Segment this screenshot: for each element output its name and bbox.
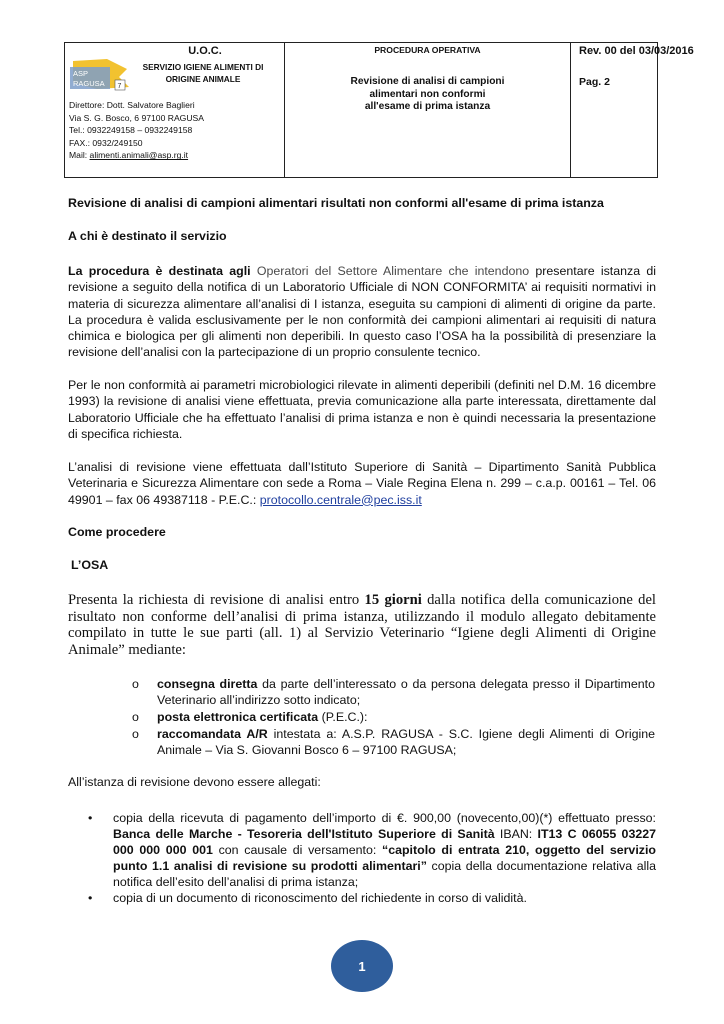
bullet-icon: •	[88, 811, 93, 825]
p1-rest: presentare istanza di revisione a seguito della notifica di un Laboratorio Ufficiale di NON CONFORMITA’ ai requisiti normativi in materia di sicurezza alimentare all’analisi di I istanza, eseguita su campioni di alimenti di origine da parte. La procedura è valida esclusivamente per le non conformità dei campioni alimentari ai requisiti di natura chimica e biologica per gli alimenti non deperibili. In questo caso l’OSA ha la possibilità di presenziare la revisione dell’analisi con la partecipazione di un proprio consulente tecnico.	[68, 264, 656, 360]
notification-copy-text: copia della documentazione relativa alla notifica dell’esito dell’analisi di prima istanza;	[113, 859, 656, 889]
causale-label: con causale di versamento:	[212, 843, 383, 857]
procedure-label: PROCEDURA OPERATIVA	[374, 45, 481, 55]
p4-a: Presenta la richiesta di revisione di analisi entro	[68, 592, 365, 608]
heading-osa: L’OSA	[71, 558, 109, 572]
page-label: Pag. 2	[579, 76, 610, 88]
option-3-bold: raccomandata A/R	[157, 727, 268, 741]
office-phone: Tel.: 0932249158 – 0932249158	[69, 125, 193, 136]
iban-value: IT13 C 06055 03227 000 000 000 001	[113, 827, 657, 857]
option-1-text	[157, 676, 655, 708]
bank-name: Banca delle Marche - Tesoreria dell'Istituto Superiore di Sanità	[113, 827, 495, 841]
heading-how: Come procedere	[68, 525, 166, 539]
paragraph-microbiological: Per le non conformità ai parametri microbiologici rilevate in alimenti deperibili (definiti nel D.M. 16 dicembre 1993) la revisione di analisi viene effettuata, previa comunicazione alla parte interessata, direttamente dal Laboratorio Ufficiale che ha effettuato l’analisi di prima istanza e non è quindi necessaria la presentazione di specifica richiesta.	[68, 378, 656, 441]
procedure-title-line-2: alimentari non conformi	[369, 88, 486, 100]
page-number: 1	[358, 958, 366, 974]
procedure-title-line-1: Revisione di analisi di campioni	[350, 76, 505, 87]
mail-link[interactable]: alimenti.animali@asp.rg.it	[89, 150, 189, 161]
bullet-2-text: copia di un documento di riconoscimento del richiedente in corso di validità.	[113, 891, 527, 905]
director: Direttore: Dott. Salvatore Baglieri	[69, 100, 195, 110]
circle-bullet-icon: o	[132, 677, 139, 691]
svg-text:7: 7	[117, 83, 122, 90]
document-header	[64, 42, 694, 178]
paragraph-iss	[68, 459, 656, 508]
p4-b: dalla notifica della comunicazione del risultato non conforme dell’analisi di prima istanza, utilizzando il modulo allegato debitamente compilato in tutte le sue parti (all. 1) al Servizio Veterinario “Igiene degli Alimenti di Origine Animale” mediante:	[68, 592, 656, 658]
p1-bold: La procedura è destinata agli	[68, 264, 251, 278]
option-3-text	[157, 726, 655, 758]
office-mail-row	[69, 149, 204, 162]
iban-label: IBAN:	[494, 827, 538, 841]
payment-text: copia della ricevuta di pagamento dell’importo di €. 900,00 (novecento,00)(*) effettuato presso:	[113, 811, 656, 825]
paragraph-request	[68, 592, 656, 658]
circle-bullet-icon: o	[132, 710, 139, 724]
option-2-bold: posta elettronica certificata	[157, 710, 319, 724]
causale-value: “capitolo di entrata 210, oggetto del servizio punto 1.1 analisi di revisione su prodotti alimentari”	[113, 843, 656, 873]
main-title: Revisione di analisi di campioni alimentari risultati non conformi all'esame di prima istanza	[68, 196, 604, 210]
page-number-badge	[331, 940, 393, 992]
service-name	[121, 61, 285, 85]
svg-text:ASP: ASP	[73, 69, 89, 78]
header-office-cell	[65, 43, 285, 177]
paragraph-attachments: All’istanza di revisione devono essere allegati:	[68, 775, 321, 789]
option-1-bold: consegna diretta	[157, 677, 258, 691]
option-2-text	[157, 709, 655, 725]
p3-text: L’analisi di revisione viene effettuata dall’Istituto Superiore di Sanità – Dipartimento Sanità Pubblica Veterinaria e Sicurezza Alimentare con sede a Roma – Viale Regina Elena n. 299 – c.a.p. 00161 – Tel. 06 49901 – fax 06 49387118 - P.E.C.:	[68, 460, 656, 507]
option-3-rest: intestata a: A.S.P. RAGUSA - S.C. Igiene degli Alimenti di Origine Animale – Via S. Giovanni Bosco 6 – 97100 RAGUSA;	[157, 727, 655, 757]
option-1-rest: da parte dell’interessato o da persona delegata presso il Dipartimento Veterinario all’indirizzo sotto indicato;	[157, 677, 655, 707]
bullet-icon: •	[88, 891, 93, 905]
pec-link[interactable]: protocollo.centrale@pec.iss.it	[259, 492, 422, 507]
circle-bullet-icon: o	[132, 727, 139, 741]
procedure-title-line-3: all'esame di prima istanza	[364, 101, 491, 112]
service-line-1: SERVIZIO IGIENE ALIMENTI DI	[142, 62, 264, 72]
mail-label: Mail:	[69, 150, 90, 161]
header-revision-cell	[571, 43, 694, 177]
svg-text:RAGUSA: RAGUSA	[73, 79, 105, 88]
uoc-label: U.O.C.	[188, 45, 222, 57]
office-address: Via S. G. Bosco, 6 97100 RAGUSA	[69, 112, 205, 123]
p1-grey: Operatori del Settore Alimentare che intendono	[250, 264, 530, 278]
paragraph-recipients	[68, 263, 656, 361]
bullet-1-text	[113, 810, 656, 890]
revision-label: Rev. 00 del 03/03/2016	[579, 45, 694, 57]
office-contacts	[69, 99, 204, 162]
procedure-title	[285, 76, 570, 114]
header-procedure-cell	[285, 43, 571, 177]
heading-recipients: A chi è destinato il servizio	[68, 229, 227, 243]
service-line-2: ORIGINE ANIMALE	[165, 74, 241, 84]
p4-deadline: 15 giorni	[364, 592, 422, 608]
office-fax: FAX.: 0932/249150	[69, 137, 143, 148]
option-2-rest: (P.E.C.):	[318, 710, 368, 724]
